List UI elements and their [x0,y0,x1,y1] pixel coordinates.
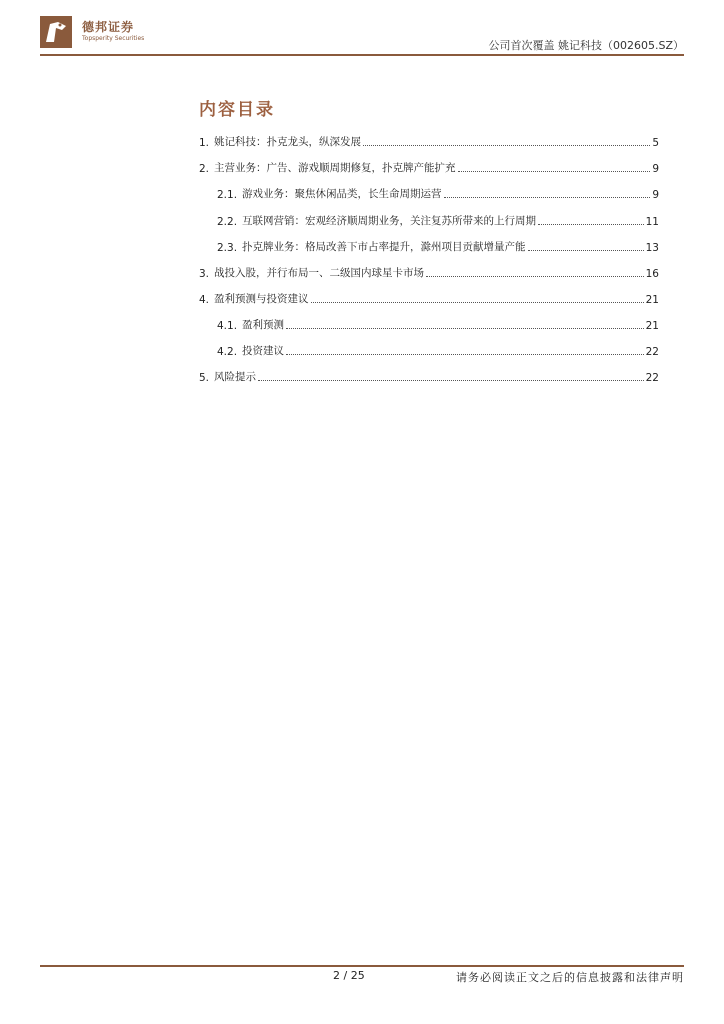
toc-leader-dots [444,197,651,198]
toc-item-page: 9 [652,163,659,175]
toc-item-text: 风险提示 [214,371,257,383]
toc-leader-dots [458,171,651,172]
toc-item-text: 主营业务：广告、游戏顺周期修复，扑克牌产能扩充 [214,162,456,174]
toc-item-text: 扑克牌业务：格局改善下市占率提升，滁州项目贡献增量产能 [242,241,526,253]
toc-item-number: 2. [199,163,210,175]
toc-leader-dots [426,276,644,277]
toc-subitem[interactable] [199,212,659,228]
toc-item-text: 游戏业务：聚焦休闲品类，长生命周期运营 [242,188,442,200]
toc-item-number: 4. [199,294,210,306]
toc-item-page: 11 [645,216,659,228]
toc-subitem[interactable] [199,185,659,201]
toc-item-text: 姚记科技：扑克龙头，纵深发展 [214,136,362,148]
toc-item-text: 盈利预测 [242,319,285,331]
toc-item-number: 1. [199,137,210,149]
toc-item-number: 2.3. [217,242,238,254]
toc-item-number: 3. [199,268,210,280]
toc-item-number: 5. [199,372,210,384]
toc-item[interactable] [199,368,659,384]
toc-item-text: 互联网营销：宏观经济顺周期业务，关注复苏所带来的上行周期 [242,215,537,227]
toc-subitem[interactable] [199,316,659,332]
header-report-title: 公司首次覆盖 姚记科技（002605.SZ） [488,39,684,52]
toc-subitem[interactable] [199,238,659,254]
toc-item[interactable] [199,159,659,175]
toc-leader-dots [311,302,644,303]
company-logo [40,16,160,50]
toc-item-page: 21 [645,294,659,306]
toc-item-number: 4.1. [217,320,238,332]
toc-item[interactable] [199,290,659,306]
toc-leader-dots [363,145,650,146]
toc-leader-dots [286,354,644,355]
toc-item-number: 4.2. [217,346,238,358]
toc-leader-dots [286,328,644,329]
footer-divider [40,965,684,967]
logo-cn-text: 德邦证券 [82,20,135,34]
logo-mark-icon [40,16,72,48]
logo-en-text: Topsperity Securities [82,35,145,42]
toc-item-page: 22 [645,346,659,358]
toc-item[interactable] [199,264,659,280]
toc-item-text: 战投入股，并行布局一、二级国内球星卡市场 [214,267,425,279]
toc-subitem[interactable] [199,342,659,358]
toc-item-page: 16 [645,268,659,280]
toc-item-page: 13 [645,242,659,254]
toc-item-page: 22 [645,372,659,384]
toc-item-number: 2.2. [217,216,238,228]
toc-item-text: 盈利预测与投资建议 [214,293,309,305]
footer-disclaimer: 请务必阅读正文之后的信息披露和法律声明 [456,971,684,984]
toc-item-page: 9 [652,189,659,201]
toc-leader-dots [258,380,644,381]
toc-title: 内容目录 [199,100,275,120]
toc-item[interactable] [199,133,659,149]
header-divider [40,54,684,56]
toc-item-number: 2.1. [217,189,238,201]
toc-item-text: 投资建议 [242,345,285,357]
toc-leader-dots [538,224,644,225]
toc-item-page: 21 [645,320,659,332]
toc-leader-dots [528,250,644,251]
toc-item-page: 5 [652,137,659,149]
page-number: 2 / 25 [333,969,365,982]
